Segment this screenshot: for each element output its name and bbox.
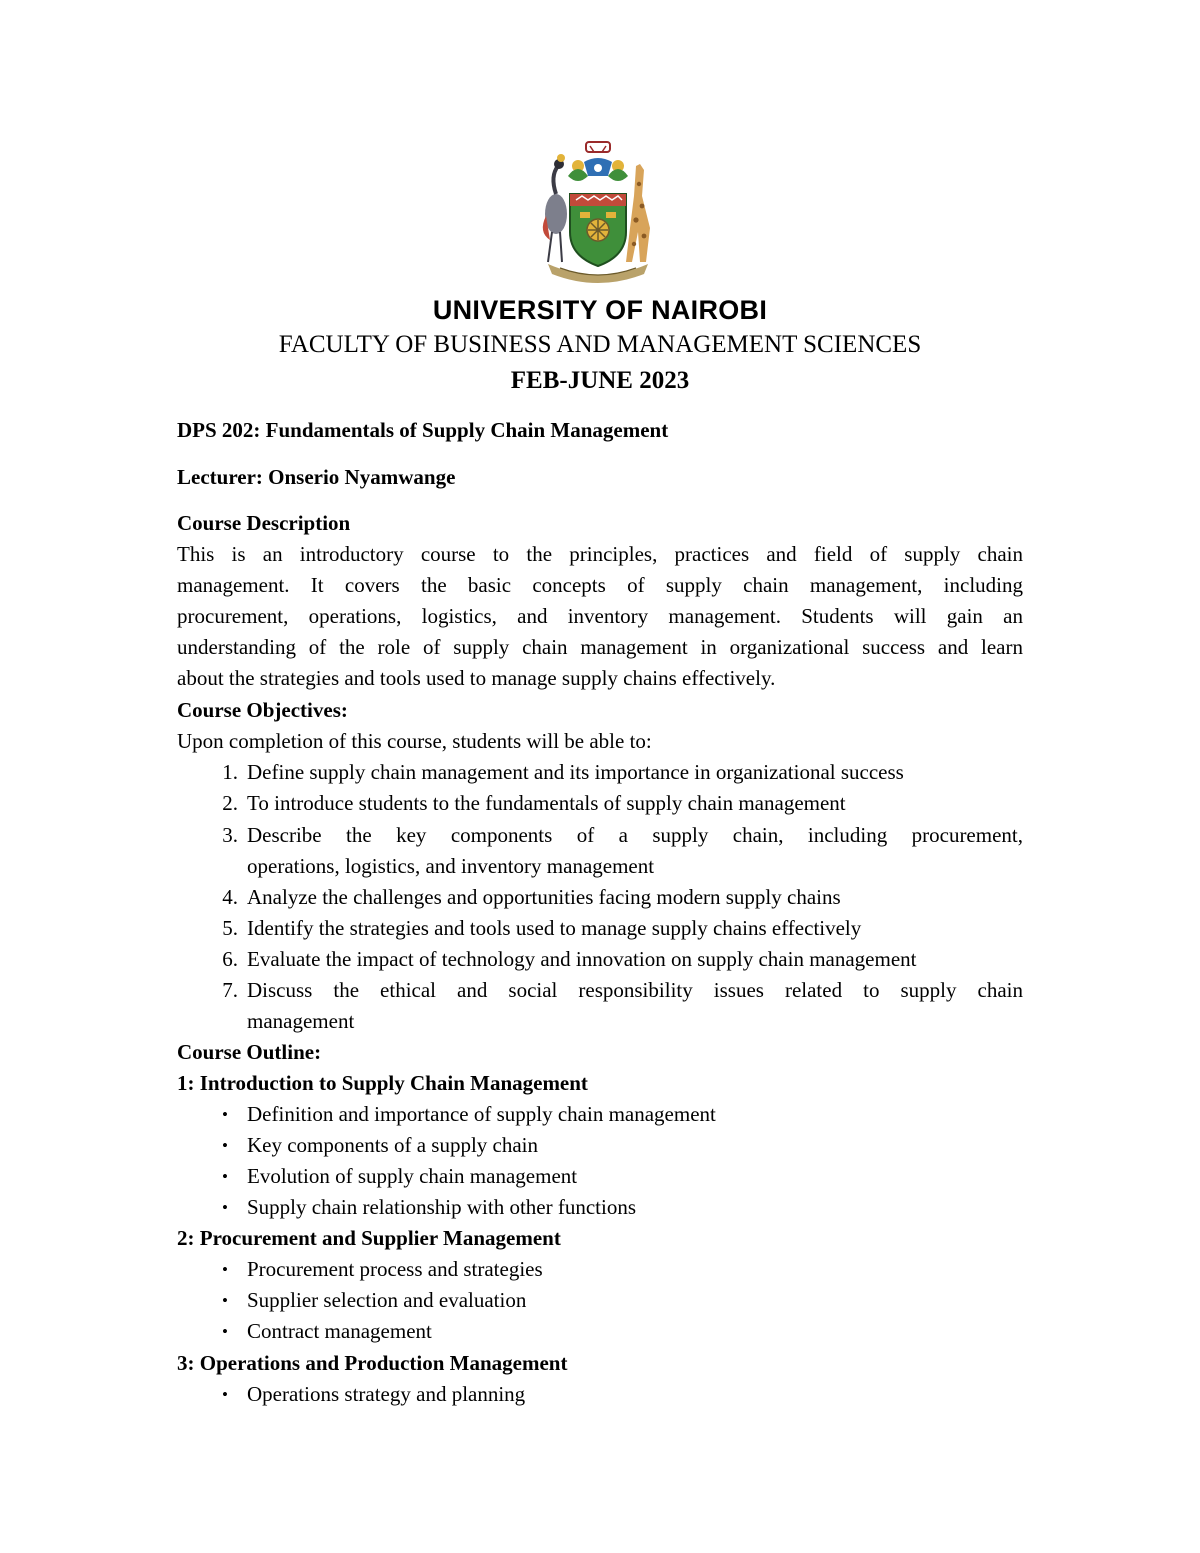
objective-number: 7.	[222, 978, 238, 1002]
bullet-icon: •	[222, 1260, 228, 1279]
outline-bullet-item: Supply chain relationship with other functions	[247, 1195, 637, 1219]
outline-bullet-item: Key components of a supply chain	[247, 1133, 539, 1157]
bullet-icon: •	[222, 1291, 228, 1310]
objective-text: Analyze the challenges and opportunities facing modern supply chains	[247, 885, 841, 909]
objective-text: To introduce students to the fundamentals of supply chain management	[247, 791, 846, 815]
term-label: FEB-JUNE 2023	[510, 367, 690, 394]
bullet-icon: •	[222, 1385, 228, 1404]
description-line: procurement, operations, logistics, and inventory management. Students will gain an	[177, 604, 1023, 628]
objective-number: 5.	[222, 916, 238, 940]
lecturer-name: Lecturer: Onserio Nyamwange	[177, 465, 456, 489]
description-line: management. It covers the basic concepts of supply chain management, including	[177, 573, 1023, 597]
bullet-icon: •	[222, 1167, 228, 1186]
bullet-icon: •	[222, 1198, 228, 1217]
objectives-intro: Upon completion of this course, students will be able to:	[177, 729, 652, 753]
objective-text: Discuss the ethical and social responsibility issues related to supply chain	[247, 978, 1023, 1002]
bullet-icon: •	[222, 1105, 228, 1124]
course-code-title: DPS 202: Fundamentals of Supply Chain Management	[177, 418, 669, 442]
objective-text-continued: management	[247, 1009, 355, 1033]
objective-number: 1.	[222, 760, 238, 784]
objective-number: 4.	[222, 885, 238, 909]
outline-bullet-item: Contract management	[247, 1319, 432, 1343]
course-objectives-heading: Course Objectives:	[177, 698, 348, 722]
university-name: UNIVERSITY OF NAIROBI	[432, 295, 768, 325]
objective-number: 2.	[222, 791, 238, 815]
bullet-icon: •	[222, 1322, 228, 1341]
outline-bullet-item: Procurement process and strategies	[247, 1257, 543, 1281]
outline-bullet-item: Definition and importance of supply chain management	[247, 1102, 716, 1126]
objective-number: 3.	[222, 823, 238, 847]
objective-text: Define supply chain management and its importance in organizational success	[247, 760, 904, 784]
outline-section-title: 3: Operations and Production Management	[177, 1351, 568, 1375]
university-crest-icon	[528, 136, 668, 284]
outline-section-title: 2: Procurement and Supplier Management	[177, 1226, 561, 1250]
objective-number: 6.	[222, 947, 238, 971]
description-line: This is an introductory course to the principles, practices and field of supply chain	[177, 542, 1023, 566]
faculty-name: FACULTY OF BUSINESS AND MANAGEMENT SCIENCES	[278, 331, 922, 358]
objective-text: Identify the strategies and tools used to manage supply chains effectively	[247, 916, 862, 940]
outline-section-title: 1: Introduction to Supply Chain Management	[177, 1071, 588, 1095]
objective-text-continued: operations, logistics, and inventory management	[247, 854, 655, 878]
course-description-heading: Course Description	[177, 511, 351, 535]
outline-bullet-item: Operations strategy and planning	[247, 1382, 526, 1406]
course-outline-heading: Course Outline:	[177, 1040, 322, 1064]
outline-bullet-item: Evolution of supply chain management	[247, 1164, 578, 1188]
objective-text: Describe the key components of a supply chain, including procurement,	[247, 823, 1023, 847]
objective-text: Evaluate the impact of technology and innovation on supply chain management	[247, 947, 917, 971]
outline-bullet-item: Supplier selection and evaluation	[247, 1288, 527, 1312]
description-line: understanding of the role of supply chain management in organizational success and learn	[177, 635, 1023, 659]
description-line: about the strategies and tools used to manage supply chains effectively.	[177, 666, 776, 690]
bullet-icon: •	[222, 1136, 228, 1155]
